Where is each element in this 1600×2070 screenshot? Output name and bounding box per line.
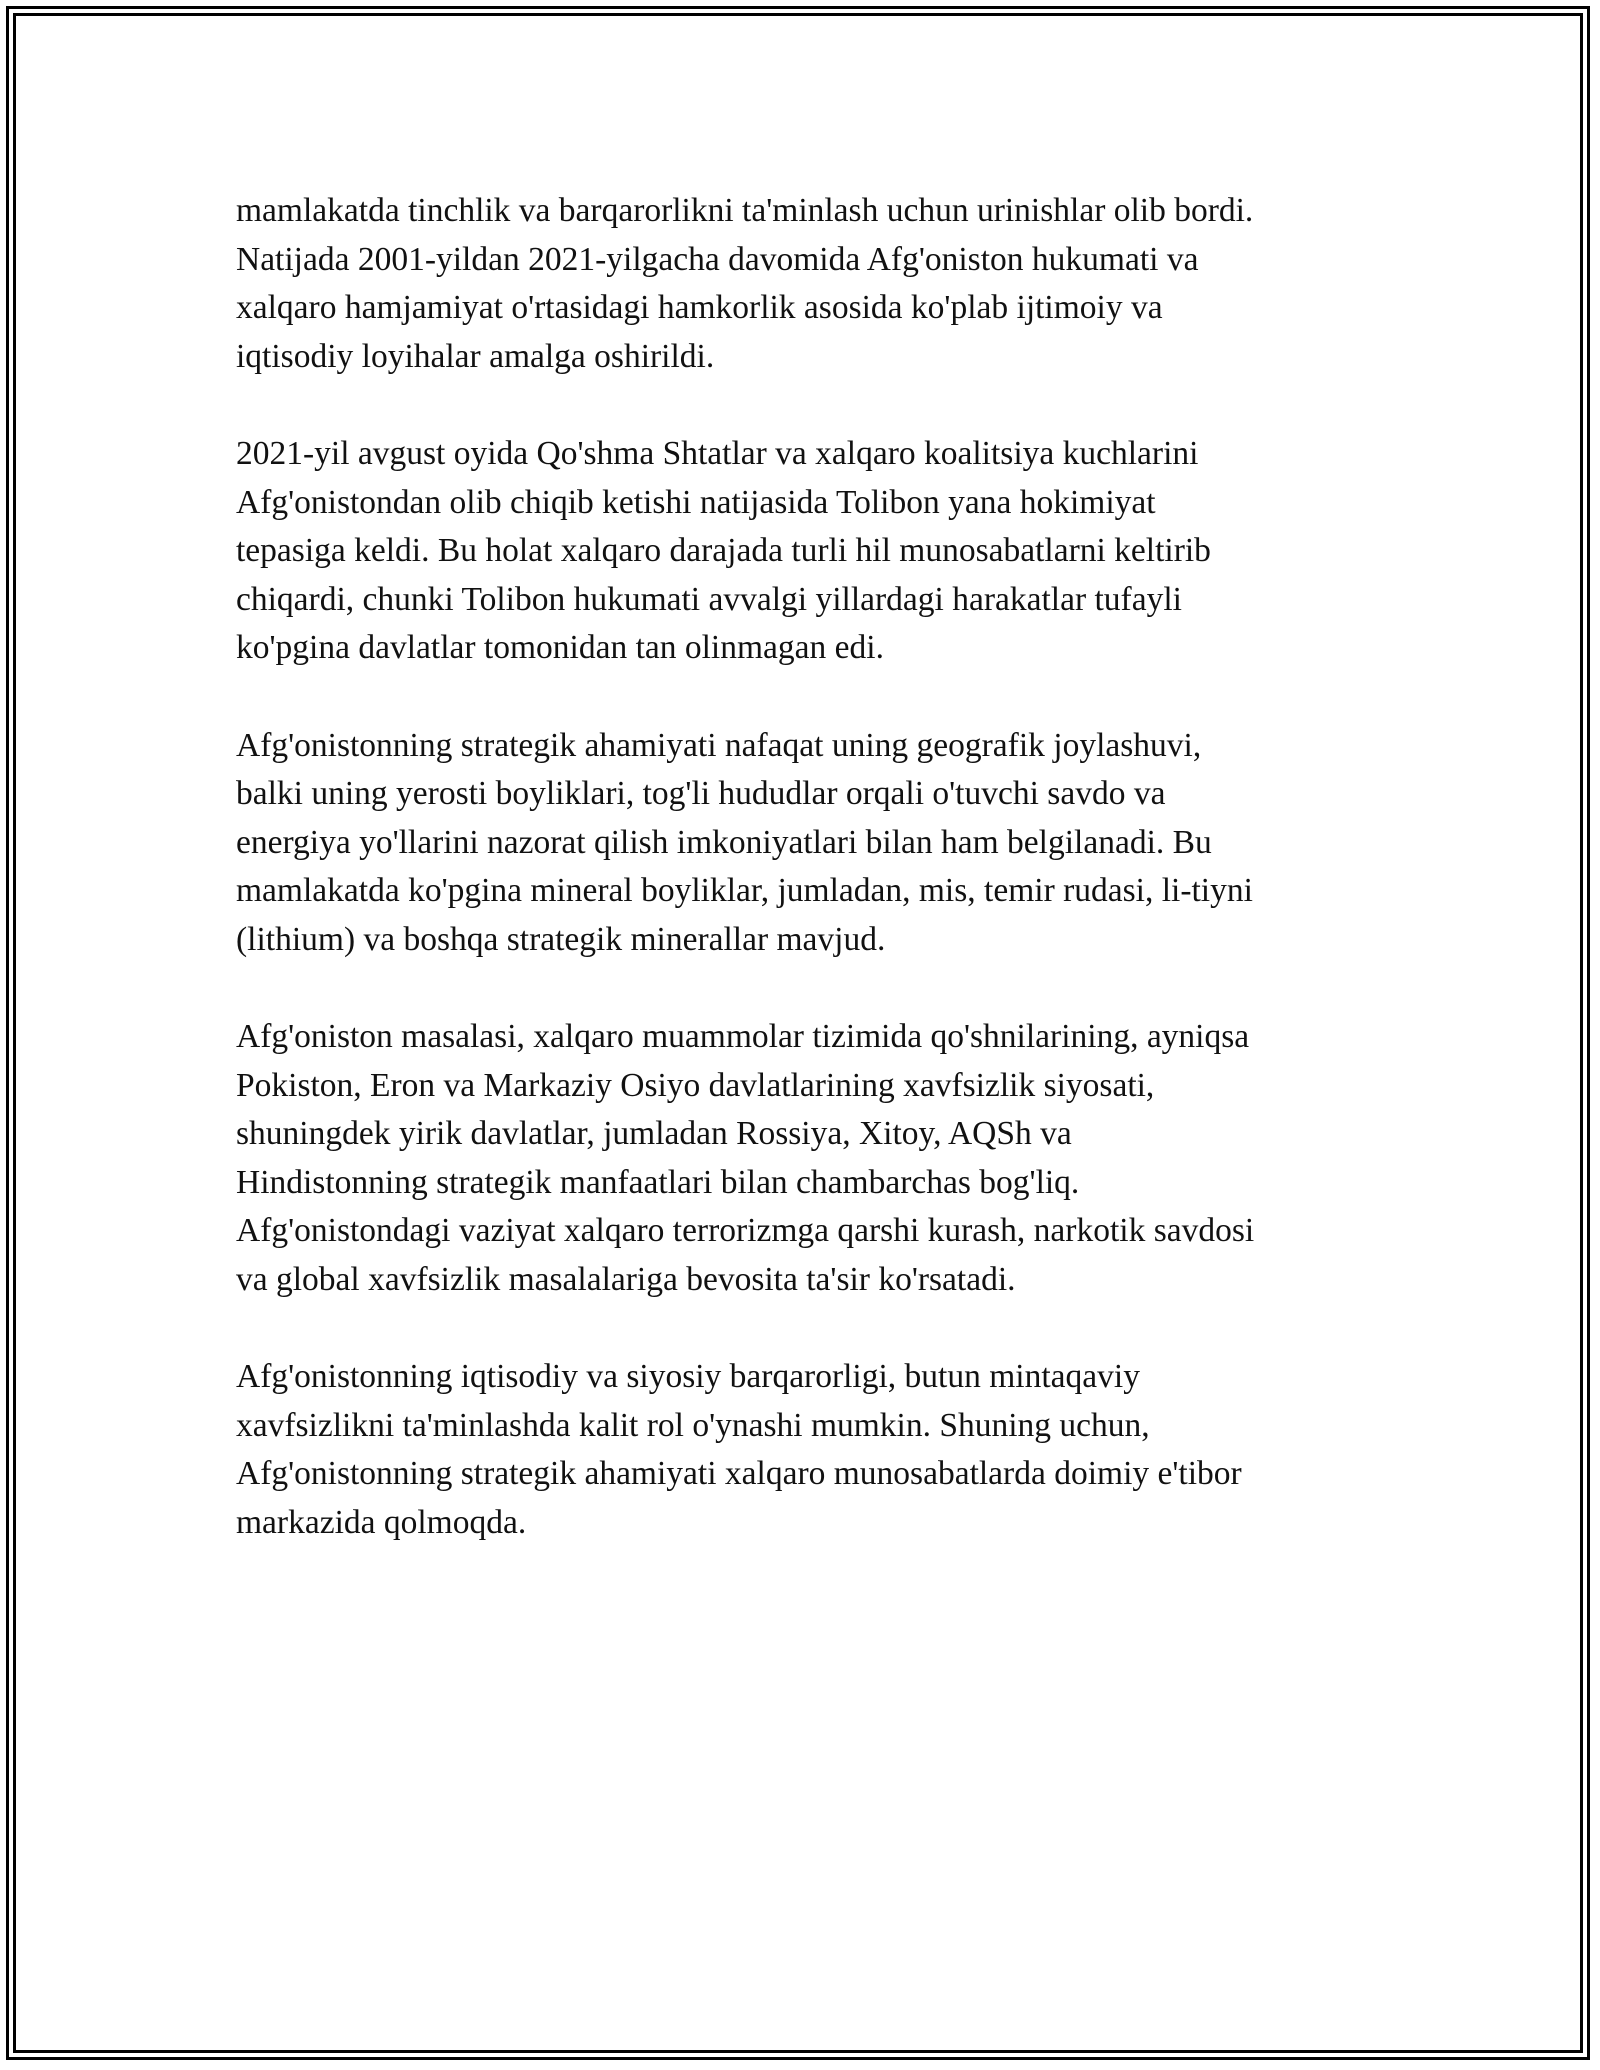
text-line: mamlakatda ko'pgina mineral boyliklar, jumladan, mis, temir rudasi, li-tiyni [236, 872, 1253, 910]
paragraph [236, 187, 1366, 381]
text-line: balki uning yerosti boyliklari, tog'li hududlar orqali o'tuvchi savdo va [236, 775, 1166, 813]
text-line: Afg'onistondagi vaziyat xalqaro terrorizmga qarshi kurash, narkotik savdosi [236, 1212, 1255, 1250]
text-line: energiya yo'llarini nazorat qilish imkoniyatlari bilan ham belgilanadi. Bu [236, 823, 1212, 861]
text-line: Afg'onistonning iqtisodiy va siyosiy barqarorligi, butun mintaqaviy [236, 1358, 1140, 1396]
text-line: Hindistonning strategik manfaatlari bilan chambarchas bog'liq. [236, 1163, 1080, 1201]
text-line: 2021-yil avgust oyida Qo'shma Shtatlar va xalqaro koalitsiya kuchlarini [236, 434, 1199, 472]
text-line: mamlakatda tinchlik va barqarorlikni ta'minlash uchun urinishlar olib bordi. [236, 192, 1254, 229]
paragraph [236, 722, 1366, 965]
text-line: Afg'onistondan olib chiqib ketishi natijasida Tolibon yana hokimiyat [236, 483, 1156, 521]
text-line: markazida qolmoqda. [236, 1504, 527, 1542]
text-line: va global xavfsizlik masalalariga bevosita ta'sir ko'rsatadi. [236, 1261, 1016, 1299]
text-line: xalqaro hamjamiyat o'rtasidagi hamkorlik asosida ko'plab ijtimoiy va [236, 289, 1163, 327]
text-line: chiqardi, chunki Tolibon hukumati avvalgi yillardagi harakatlar tufayli [236, 580, 1182, 618]
text-line: Natijada 2001-yildan 2021-yilgacha davomida Afg'oniston hukumati va [236, 240, 1199, 278]
text-line: (lithium) va boshqa strategik minerallar mavjud. [236, 920, 886, 958]
text-line: tepasiga keldi. Bu holat xalqaro darajada turli hil munosabatlarni keltirib [236, 532, 1211, 570]
text-line: ko'pgina davlatlar tomonidan tan olinmagan edi. [236, 629, 884, 667]
text-line: Afg'onistonning strategik ahamiyati xalqaro munosabatlarda doimiy e'tibor [236, 1455, 1242, 1493]
text-line: Afg'onistonning strategik ahamiyati nafaqat uning geografik joylashuvi, [236, 726, 1202, 764]
text-line: shuningdek yirik davlatlar, jumladan Rossiya, Xitoy, AQSh va [236, 1115, 1072, 1153]
text-line: xavfsizlikni ta'minlashda kalit rol o'ynashi mumkin. Shuning uchun, [236, 1406, 1150, 1444]
paragraph [236, 1353, 1366, 1547]
paragraph [236, 1013, 1366, 1305]
text-line: Afg'oniston masalasi, xalqaro muammolar tizimida qo'shnilarining, ayniqsa [236, 1018, 1250, 1056]
text-line: Pokiston, Eron va Markaziy Osiyo davlatlarining xavfsizlik siyosati, [236, 1066, 1155, 1104]
paragraph [236, 430, 1366, 673]
text-line: iqtisodiy loyihalar amalga oshirildi. [236, 337, 715, 375]
document-body [236, 187, 1366, 1596]
